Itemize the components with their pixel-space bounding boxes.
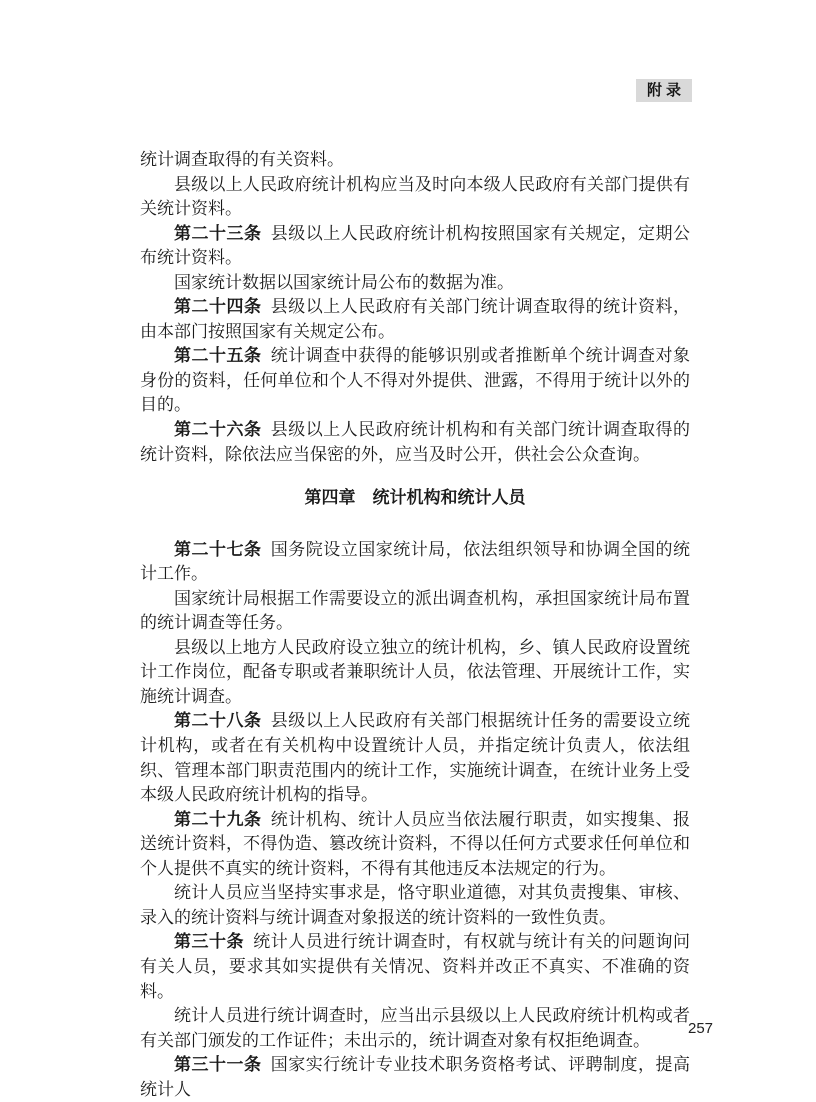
article-paragraph: 第二十七条 国务院设立国家统计局，依法组织领导和协调全国的统计工作。 <box>140 539 691 584</box>
article-paragraph: 第二十八条 县级以上人民政府有关部门根据统计任务的需要设立统计机构，或者在有关机构中设置统计人员，并指定统计负责人，依法组织、管理本部门职责范围内的统计工作，实施统计调查，在统计业务上受本级人民政府统计机构的指导。 <box>140 711 691 805</box>
article-number: 第二十三条 <box>174 223 262 243</box>
chapter-heading: 第四章 统计机构和统计人员 <box>304 488 526 508</box>
body-paragraph: 国家统计数据以国家统计局公布的数据为准。 <box>174 272 514 292</box>
body-paragraph: 国家统计局根据工作需要设立的派出调查机构，承担国家统计局布置的统计调查等任务。 <box>140 588 690 633</box>
appendix-tag: 附录 <box>636 79 692 102</box>
article-number: 第二十七条 <box>174 539 262 559</box>
article-number: 第二十八条 <box>174 711 262 731</box>
page-number: 257 <box>688 1020 714 1037</box>
article-number: 第二十六条 <box>174 420 262 440</box>
article-paragraph: 第三十条 统计人员进行统计调查时，有权就与统计有关的问题询问有关人员，要求其如实提供有关情况、资料并改正不真实、不准确的资料。 <box>140 932 691 1001</box>
body-paragraph: 统计人员进行统计调查时，应当出示县级以上人民政府统计机构或者有关部门颁发的工作证件；未出示的，统计调查对象有权拒绝调查。 <box>140 1006 690 1050</box>
article-paragraph: 第二十九条 统计机构、统计人员应当依法履行职责，如实搜集、报送统计资料，不得伪造、篡改统计资料，不得以任何方式要求任何单位和个人提供不真实的统计资料，不得有其他违反本法规定的行为。 <box>140 809 691 878</box>
body-paragraph: 统计调查取得的有关资料。 <box>140 150 344 169</box>
article-paragraph: 第二十五条 统计调查中获得的能够识别或者推断单个统计调查对象身份的资料，任何单位和个人不得对外提供、泄露，不得用于统计以外的目的。 <box>140 346 691 415</box>
body-paragraph: 县级以上地方人民政府设立独立的统计机构，乡、镇人民政府设置统计工作岗位，配备专职或者兼职统计人员，依法管理、开展统计工作，实施统计调查。 <box>140 637 690 706</box>
article-number: 第二十九条 <box>174 809 262 829</box>
article-number: 第二十五条 <box>174 346 262 366</box>
article-number: 第三十条 <box>174 932 244 952</box>
article-paragraph: 第二十三条 县级以上人民政府统计机构按照国家有关规定，定期公布统计资料。 <box>140 223 691 268</box>
article-number: 第二十四条 <box>174 297 262 317</box>
article-paragraph: 第二十六条 县级以上人民政府统计机构和有关部门统计调查取得的统计资料，除依法应当保密的外，应当及时公开，供社会公众查询。 <box>140 420 691 464</box>
body-paragraph: 统计人员应当坚持实事求是，恪守职业道德，对其负责搜集、审核、录入的统计资料与统计调查对象报送的统计资料的一致性负责。 <box>140 883 690 927</box>
body-paragraph: 县级以上人民政府统计机构应当及时向本级人民政府有关部门提供有关统计资料。 <box>140 174 690 219</box>
document-content <box>140 148 690 1102</box>
article-paragraph: 第三十一条 国家实行统计专业技术职务资格考试、评聘制度，提高统计人 <box>140 1055 691 1099</box>
article-number: 第三十一条 <box>174 1055 262 1075</box>
article-paragraph: 第二十四条 县级以上人民政府有关部门统计调查取得的统计资料，由本部门按照国家有关规定公布。 <box>140 297 691 341</box>
